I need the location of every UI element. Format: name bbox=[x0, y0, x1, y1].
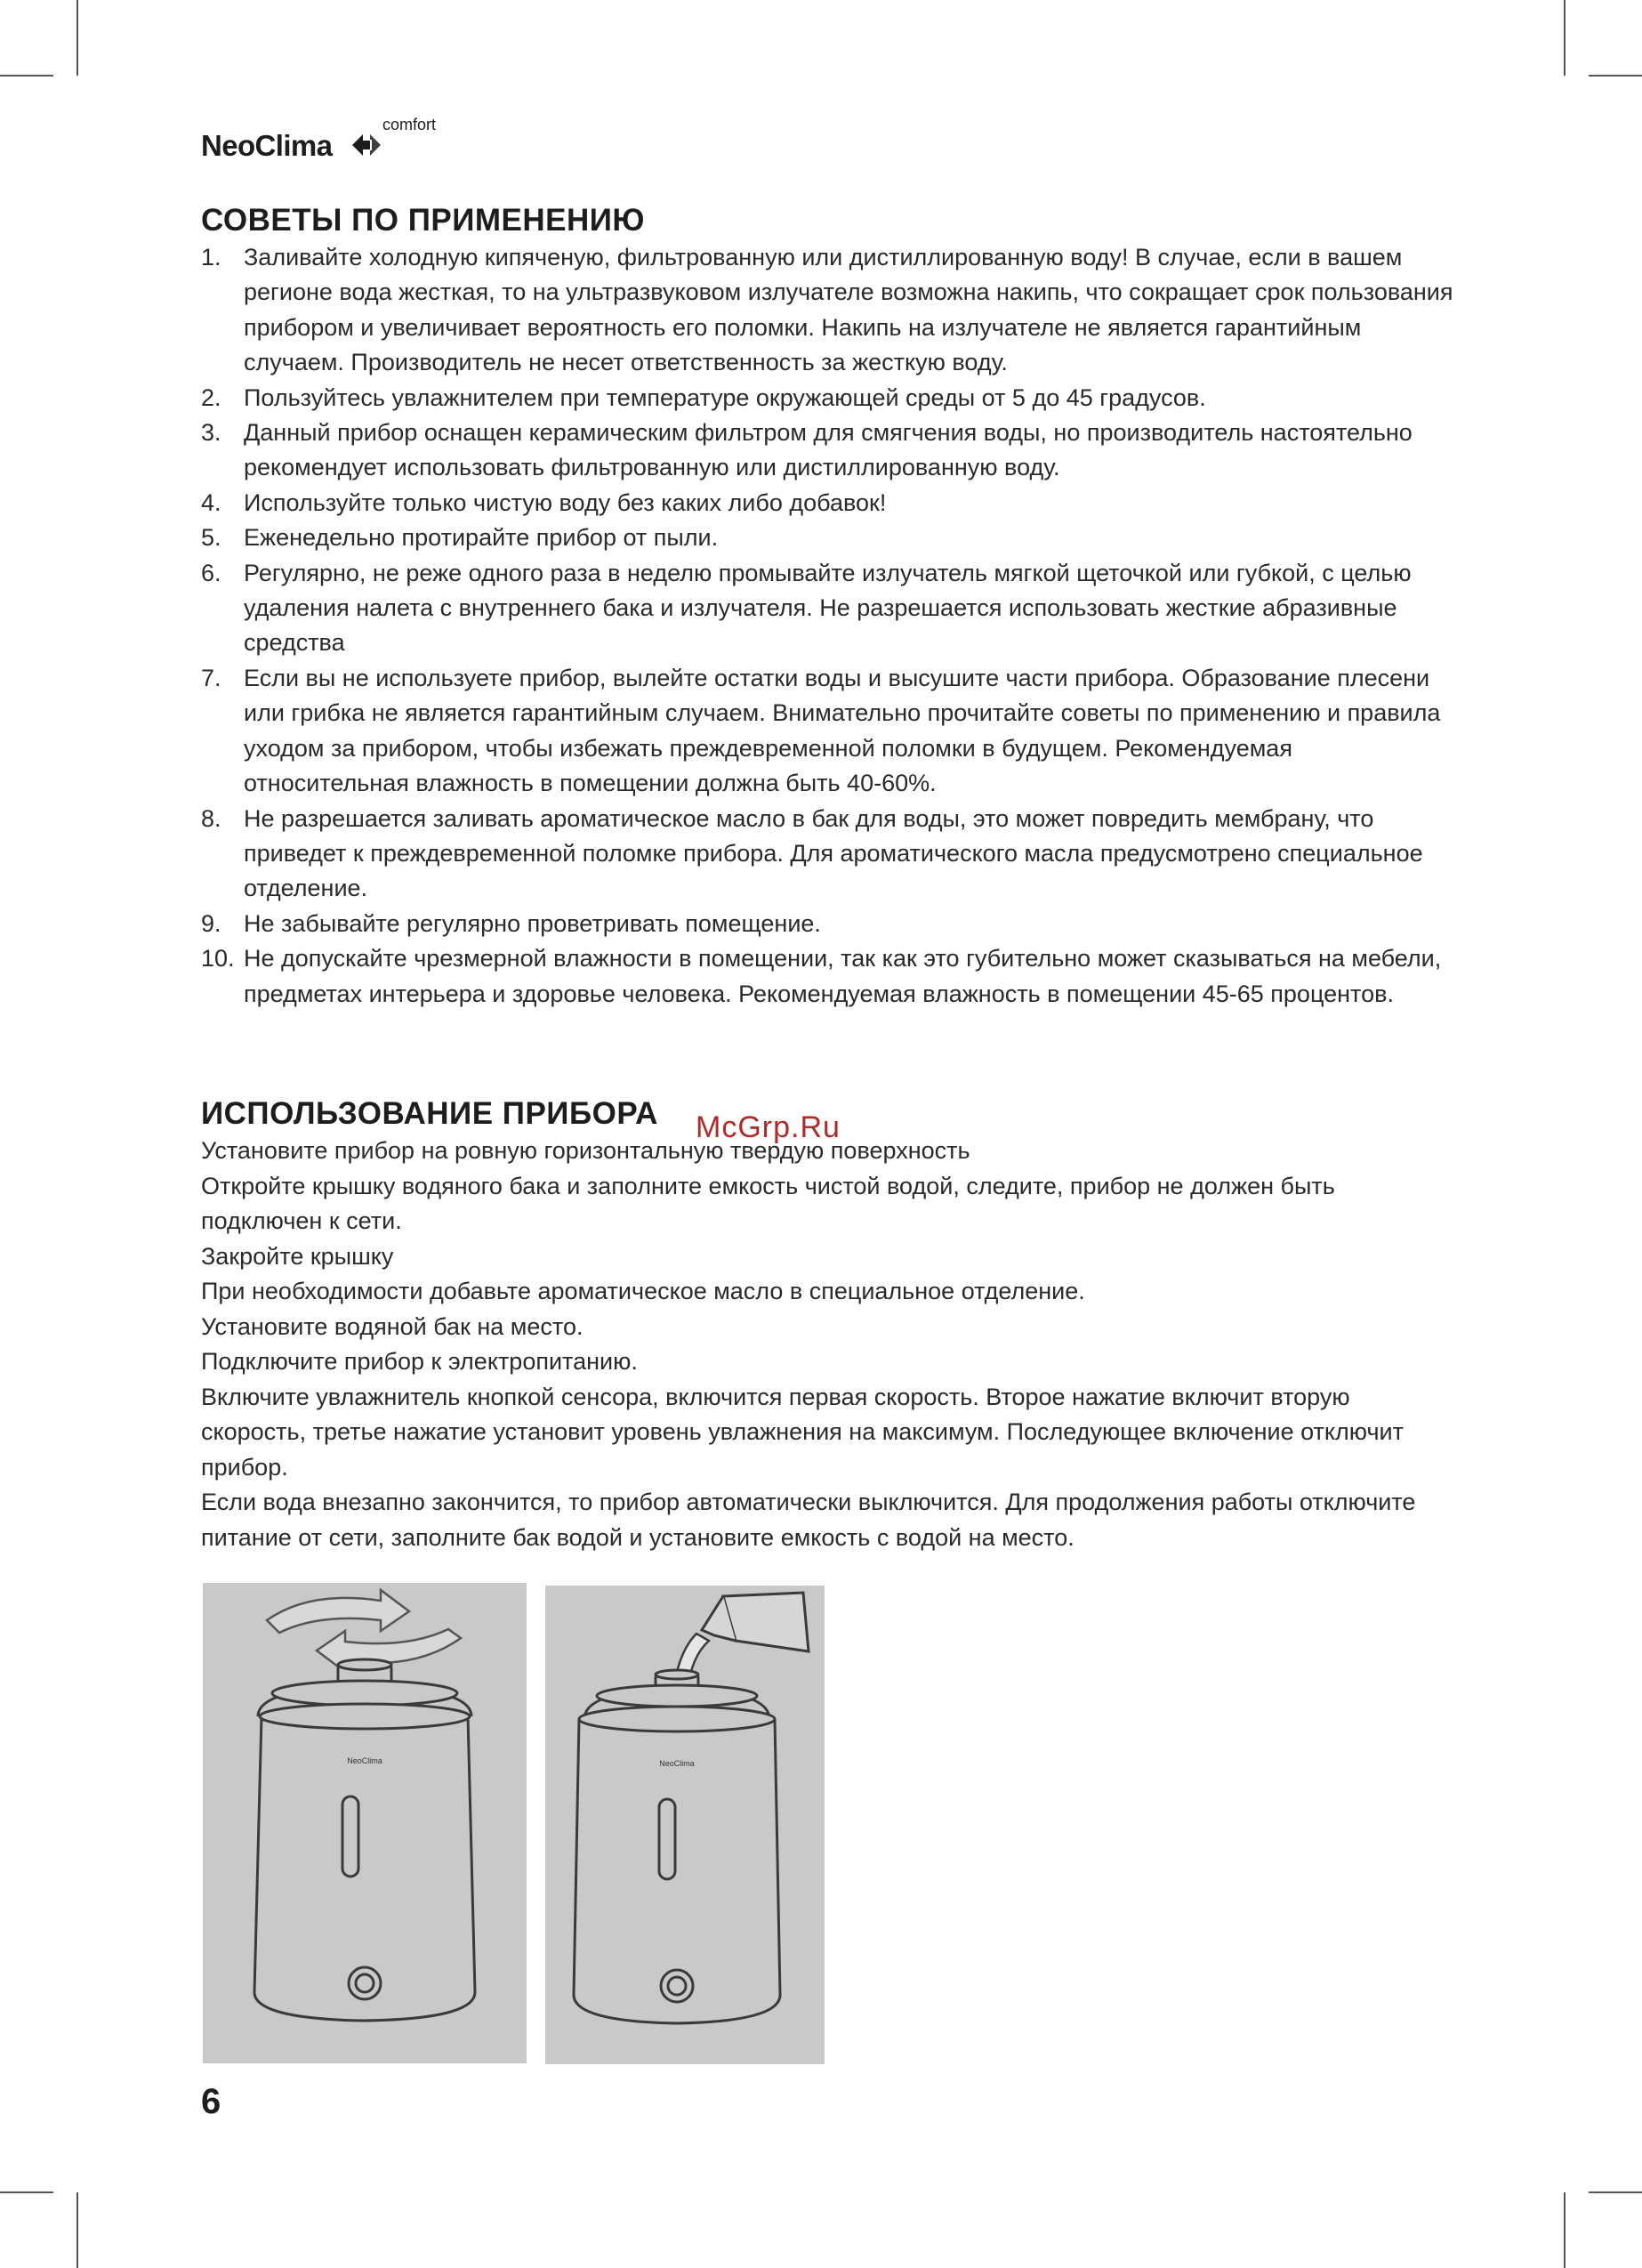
item-text: Не разрешается заливать ароматическое масло в бак для воды, это может повредить мембрану, что приведет к преждевременной поломке прибора. Для ароматического масла предусмотрено специальное отделение. bbox=[244, 804, 1423, 902]
item-text: Не забывайте регулярно проветривать помещение. bbox=[244, 909, 821, 937]
item-text: Регулярно, не реже одного раза в неделю промывайте излучатель мягкой щеточкой или губкой, с целью удаления налета с внутреннего бака и излучателя. Не разрешается использовать жесткие абразивные средства bbox=[244, 559, 1412, 657]
tips-section bbox=[201, 203, 1455, 1012]
item-text: Пользуйтесь увлажнителем при температуре окружающей среды от 5 до 45 градусов. bbox=[244, 383, 1206, 411]
crop-mark bbox=[76, 2192, 78, 2268]
figure-fill-water bbox=[545, 1586, 825, 2064]
brand-name: NeoClima bbox=[201, 129, 333, 162]
usage-paragraph: Если вода внезапно закончится, то прибор автоматически выключится. Для продолжения работы отключите питание от сети, заполните бак водой и установите емкость с водой на место. bbox=[201, 1489, 1416, 1551]
tips-list bbox=[201, 240, 1455, 1012]
item-number: 8. bbox=[201, 804, 221, 832]
list-item bbox=[201, 941, 1455, 1012]
item-text: Данный прибор оснащен керамическим фильтром для смягчения воды, но производитель настоятельно рекомендует использовать фильтрованную или дистиллированную воду. bbox=[244, 419, 1413, 481]
crop-mark bbox=[1589, 2191, 1642, 2193]
item-text: Не допускайте чрезмерной влажности в помещении, так как это губительно может сказываться на мебели, предметах интерьера и здоровье человека. Рекомендуемая влажность в помещении 45-65 процентов. bbox=[244, 945, 1442, 1007]
item-number: 10. bbox=[201, 945, 235, 973]
water-jug-icon bbox=[702, 1593, 809, 1651]
brand-sub: comfort bbox=[382, 116, 437, 133]
usage-paragraph: Установите водяной бак на место. bbox=[201, 1312, 584, 1340]
crop-mark bbox=[76, 0, 78, 76]
humidifier-fill-water-illustration bbox=[545, 1586, 825, 2064]
list-item bbox=[201, 521, 1455, 555]
item-number: 5. bbox=[201, 524, 221, 552]
list-item bbox=[201, 802, 1455, 907]
crop-mark bbox=[0, 75, 53, 77]
item-number: 4. bbox=[201, 488, 221, 516]
item-number: 9. bbox=[201, 909, 221, 937]
humidifier-open-lid-illustration bbox=[203, 1583, 527, 2063]
device-label: NeoClima bbox=[347, 1756, 382, 1765]
usage-title: ИСПОЛЬЗОВАНИЕ ПРИБОРА bbox=[201, 1096, 658, 1131]
logo-arrows-icon bbox=[350, 132, 382, 158]
crop-mark bbox=[1564, 0, 1566, 76]
crop-mark bbox=[1564, 2192, 1566, 2268]
usage-paragraph: Закройте крышку bbox=[201, 1242, 394, 1270]
tips-title: СОВЕТЫ ПО ПРИМЕНЕНИЮ bbox=[201, 203, 646, 238]
list-item bbox=[201, 381, 1455, 416]
item-text: Еженедельно протирайте прибор от пыли. bbox=[244, 524, 719, 552]
figure-open-lid bbox=[203, 1583, 527, 2063]
item-text: Заливайте холодную кипяченую, фильтрованную или дистиллированную воду! В случае, если в вашем регионе вода жесткая, то на ультразвуковом излучателе возможна накипь, что сокращает срок пользования прибором и увеличивает вероятность его поломки. Накипь на излучателе не является гарантийным случаем. Производитель не несет ответственность за жесткую воду. bbox=[244, 244, 1453, 376]
crop-mark bbox=[1589, 75, 1642, 77]
usage-section bbox=[201, 1096, 1455, 1555]
usage-paragraph: Откройте крышку водяного бака и заполните емкость чистой водой, следите, прибор не должен быть подключен к сети. bbox=[201, 1172, 1335, 1234]
list-item bbox=[201, 907, 1455, 941]
item-number: 3. bbox=[201, 419, 221, 447]
item-number: 2. bbox=[201, 383, 221, 411]
page-number: 6 bbox=[201, 2082, 221, 2121]
item-number: 6. bbox=[201, 559, 221, 586]
item-text: Используйте только чистую воду без каких либо добавок! bbox=[244, 488, 887, 516]
watermark: McGrp.Ru bbox=[696, 1110, 841, 1144]
list-item bbox=[201, 240, 1455, 381]
item-text: Если вы не используете прибор, вылейте остатки воды и высушите части прибора. Образование плесени или грибка не является гарантийным случаем. Внимательно прочитайте советы по применению и правила уходом за прибором, чтобы избежать преждевременной поломки в будущем. Рекомендуемая относительная влажность в помещении должна быть 40-60%. bbox=[244, 664, 1441, 797]
list-item bbox=[201, 556, 1455, 661]
usage-paragraph: Включите увлажнитель кнопкой сенсора, включится первая скорость. Второе нажатие включит вторую скорость, третье нажатие установит уровень увлажнения на максимум. Последующее включение отключит прибор. bbox=[201, 1383, 1404, 1481]
device-label: NeoClima bbox=[659, 1759, 695, 1768]
item-number: 1. bbox=[201, 244, 221, 270]
list-item bbox=[201, 661, 1455, 802]
crop-mark bbox=[0, 2191, 53, 2193]
usage-paragraph: При необходимости добавьте ароматическое масло в специальное отделение. bbox=[201, 1278, 1085, 1304]
usage-paragraph: Подключите прибор к электропитанию. bbox=[201, 1348, 638, 1375]
item-number: 7. bbox=[201, 664, 221, 691]
usage-paragraph: Установите прибор на ровную горизонтальную твердую поверхность bbox=[201, 1137, 970, 1164]
list-item bbox=[201, 416, 1455, 486]
list-item bbox=[201, 486, 1455, 521]
